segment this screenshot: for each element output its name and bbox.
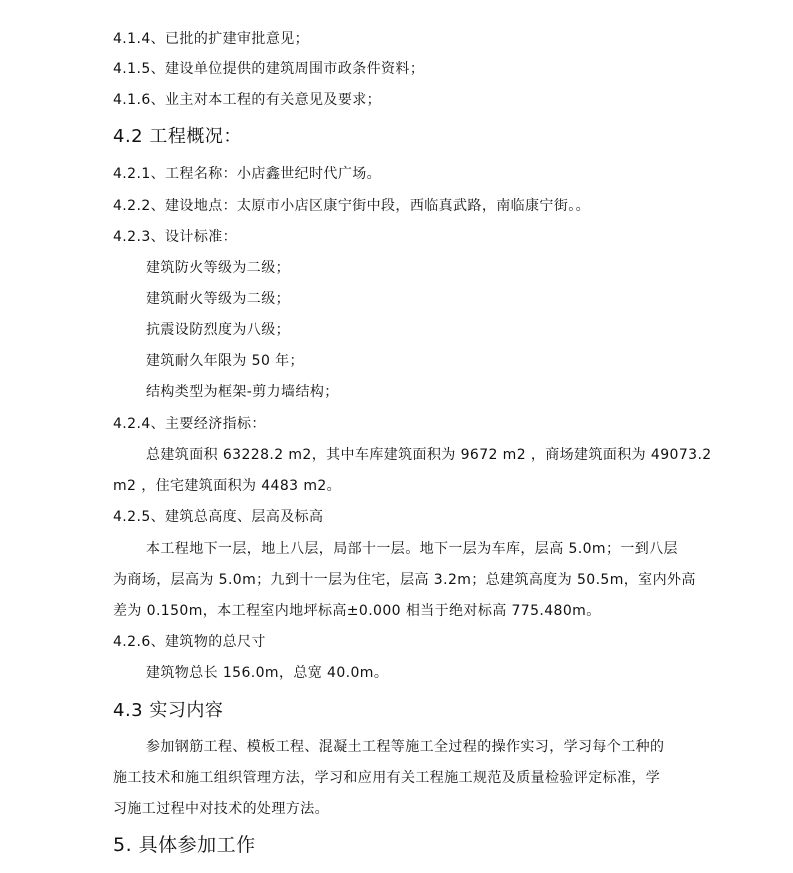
standard-seismic: 抗震设防烈度为八级； (146, 322, 290, 338)
practice-paragraph-line-3: 习施工过程中对技术的处理方法。 (113, 801, 329, 817)
list-item-416: 4.1.6、业主对本工程的有关意见及要求； (113, 92, 382, 108)
list-item-421: 4.2.1、工程名称：小店鑫世纪时代广场。 (113, 166, 382, 182)
standard-durability: 建筑耐久年限为 50 年； (146, 353, 304, 369)
section-heading-5: 5. 具体参加工作 (113, 834, 256, 856)
economic-indicators-line-2: m2 ，住宅建筑面积为 4483 m2。 (113, 478, 342, 494)
height-paragraph-line-3: 差为 0.150m，本工程室内地坪标高±0.000 相当于绝对标高 775.480m。 (113, 603, 601, 619)
list-item-423: 4.2.3、设计标准： (113, 229, 238, 245)
practice-paragraph-line-1: 参加钢筋工程、模板工程、混凝土工程等施工全过程的操作实习，学习每个工种的 (146, 739, 665, 755)
list-item-415: 4.1.5、建设单位提供的建筑周围市政条件资料； (113, 61, 425, 77)
height-paragraph-line-2: 为商场，层高为 5.0m；九到十一层为住宅，层高 3.2m；总建筑高度为 50.5m，室内外高 (113, 572, 696, 588)
height-paragraph-line-1: 本工程地下一层，地上八层，局部十一层。地下一层为车库，层高 5.0m；一到八层 (146, 541, 678, 557)
list-item-424: 4.2.4、主要经济指标： (113, 416, 266, 432)
list-item-426: 4.2.6、建筑物的总尺寸 (113, 634, 266, 650)
standard-fire-protection: 建筑防火等级为二级； (146, 260, 290, 276)
section-heading-4-2: 4.2 工程概况： (113, 126, 242, 147)
list-item-422: 4.2.2、建设地点：太原市小店区康宁街中段，西临真武路，南临康宁街。。 (113, 198, 591, 214)
standard-fire-resistance: 建筑耐火等级为二级； (146, 291, 290, 307)
list-item-425: 4.2.5、建筑总高度、层高及标高 (113, 509, 324, 525)
practice-paragraph-line-2: 施工技术和施工组织管理方法，学习和应用有关工程施工规范及质量检验评定标准，学 (113, 770, 661, 786)
section-heading-4-3: 4.3 实习内容 (113, 700, 224, 721)
list-item-414: 4.1.4、已批的扩建审批意见； (113, 31, 310, 47)
standard-structure-type: 结构类型为框架-剪力墙结构； (146, 384, 339, 400)
economic-indicators-line-1: 总建筑面积 63228.2 m2，其中车库建筑面积为 9672 m2 ，商场建筑面积为 49073.2 (146, 447, 712, 463)
building-size-line: 建筑物总长 156.0m，总宽 40.0m。 (146, 665, 389, 681)
